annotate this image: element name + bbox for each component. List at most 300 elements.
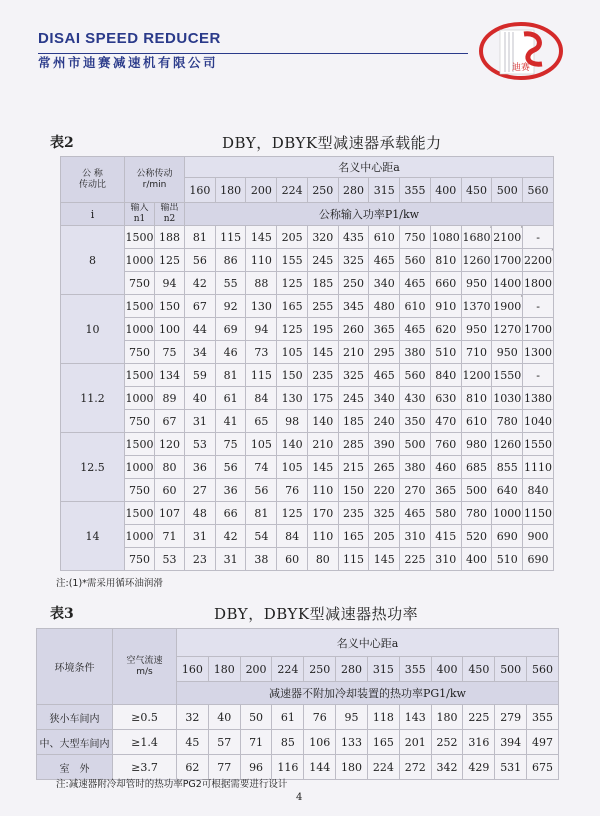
power-cell (369, 525, 400, 548)
power-value: 42 (223, 529, 238, 543)
ratio-cell: 11.2 (61, 364, 125, 433)
power-value: 750 (404, 230, 426, 244)
power-cell (430, 410, 461, 433)
center-distance-value: 400 (430, 178, 461, 203)
power-cell (215, 525, 246, 548)
center-distance-value: 280 (336, 657, 368, 682)
power-value: 260 (343, 322, 365, 336)
input-speed-cell: 1500 (125, 295, 155, 318)
power-cell (461, 226, 492, 249)
power-value: - (536, 230, 540, 244)
power-cell (307, 410, 338, 433)
power-value: 235 (343, 506, 365, 520)
power-cell (523, 387, 554, 410)
power-cell (430, 364, 461, 387)
power-cell (430, 295, 461, 318)
power-cell (461, 502, 492, 525)
power-cell (277, 295, 308, 318)
table-row (37, 705, 559, 730)
ratio-header: 公 称 传动比 (61, 157, 125, 203)
power-cell (338, 479, 369, 502)
power-cell (185, 456, 216, 479)
thermal-power-cell: 71 (240, 730, 272, 755)
power-cell (246, 226, 277, 249)
power-value: 560 (404, 368, 426, 382)
power-value: 1900 * (493, 300, 521, 313)
output-speed-cell: 107 (155, 502, 185, 525)
power-cell (400, 525, 431, 548)
power-value: 74 (254, 460, 269, 474)
power-value: 165 (343, 529, 365, 543)
power-cell (400, 410, 431, 433)
logo-text: 迪赛 (512, 63, 531, 73)
input-speed-cell: 1500 (125, 433, 155, 456)
power-cell (523, 456, 554, 479)
power-cell (461, 364, 492, 387)
power-value: 610 (404, 299, 426, 313)
power-value: 115 (343, 552, 365, 566)
power-cell (277, 456, 308, 479)
output-speed-cell: 100 (155, 318, 185, 341)
power-value: 81 (192, 230, 207, 244)
center-distance-value: 450 (461, 178, 492, 203)
power-value: 110 (312, 483, 334, 497)
power-value: 435 (343, 230, 365, 244)
power-value: 325 (343, 253, 365, 267)
power-value: 910 (435, 299, 457, 313)
power-value: 365 (373, 322, 395, 336)
power-cell (369, 548, 400, 571)
power-value: 54 (254, 529, 269, 543)
power-cell (492, 249, 523, 272)
power-cell (215, 456, 246, 479)
power-value: 345 (343, 299, 365, 313)
power-cell (307, 456, 338, 479)
power-value: 460 (435, 460, 457, 474)
power-value: 53 (192, 437, 207, 451)
power-value: 250 (343, 276, 365, 290)
power-cell (277, 479, 308, 502)
input-speed-cell: 750 (125, 341, 155, 364)
power-cell (185, 479, 216, 502)
power-value: 66 (223, 506, 238, 520)
power-value: 2100 * (493, 231, 521, 244)
power-value: 215 (343, 460, 365, 474)
power-value: 310 (404, 529, 426, 543)
power-value: 140 (312, 414, 334, 428)
power-cell (307, 249, 338, 272)
power-value: 125 (281, 322, 303, 336)
output-speed-cell: 120 (155, 433, 185, 456)
power-cell (246, 433, 277, 456)
center-distance-value: 224 (277, 178, 308, 203)
thermal-power-cell: 62 (177, 755, 209, 780)
power-value: 1030 (493, 391, 522, 405)
power-value: 36 (223, 483, 238, 497)
power-value: 235 (312, 368, 334, 382)
power-value: 310 (435, 552, 457, 566)
center-distance-value: 500 (492, 178, 523, 203)
thermal-power-cell: 61 (272, 705, 304, 730)
power-cell (338, 525, 369, 548)
power-cell (185, 525, 216, 548)
power-value: 255 (312, 299, 334, 313)
thermal-power-cell: 32 (177, 705, 209, 730)
power-cell (215, 410, 246, 433)
power-cell (307, 364, 338, 387)
power-value: 31 (192, 529, 207, 543)
power-cell (246, 456, 277, 479)
power-value: 23 (192, 552, 207, 566)
power-value: 390 (373, 437, 395, 451)
power-cell (246, 341, 277, 364)
power-cell (400, 364, 431, 387)
power-value: 36 (192, 460, 207, 474)
power-cell (430, 525, 461, 548)
condition-header: 环境条件 (37, 629, 113, 705)
power-cell (430, 479, 461, 502)
power-value: 55 (223, 276, 238, 290)
power-cell (338, 410, 369, 433)
power-cell (338, 433, 369, 456)
input-speed-cell: 1000 (125, 456, 155, 479)
power-cell (492, 525, 523, 548)
thermal-power-cell: 165 (367, 730, 399, 755)
thermal-power-cell: 116 (272, 755, 304, 780)
power-cell (430, 226, 461, 249)
center-distance-value: 160 (185, 178, 216, 203)
thermal-power-cell: 96 (240, 755, 272, 780)
power-cell (523, 479, 554, 502)
power-value: 690 (496, 529, 518, 543)
power-cell (215, 502, 246, 525)
power-cell (338, 341, 369, 364)
table2-note: 注:(1)*需采用循环油润滑 (56, 578, 163, 589)
power-cell (185, 249, 216, 272)
thermal-power-cell: 118 (367, 705, 399, 730)
power-cell (215, 387, 246, 410)
power-cell (215, 318, 246, 341)
table3-title: DBY，DBYK型减速器热功率 (214, 605, 419, 623)
power-value: 325 (343, 368, 365, 382)
thermal-power-cell: 57 (208, 730, 240, 755)
power-value: 145 (312, 460, 334, 474)
power-value: 900 (527, 529, 549, 543)
power-value: 56 (223, 460, 238, 474)
power-value: 80 (315, 552, 330, 566)
power-value: 31 (192, 414, 207, 428)
power-cell (461, 456, 492, 479)
power-cell (185, 318, 216, 341)
power-cell (307, 479, 338, 502)
power-cell (492, 295, 523, 318)
center-distance-value: 224 (272, 657, 304, 682)
load-capacity-table (60, 156, 554, 571)
power-value: 185 (343, 414, 365, 428)
output-speed-label: 输出 n2 (155, 203, 185, 226)
thermal-power-cell: 180 (336, 755, 368, 780)
output-speed-cell: 75 (155, 341, 185, 364)
thermal-power-table (36, 628, 559, 780)
power-cell (400, 341, 431, 364)
power-cell (215, 295, 246, 318)
power-value: 145 (312, 345, 334, 359)
power-cell (492, 548, 523, 571)
power-value: 125 (281, 276, 303, 290)
power-value: 610 (373, 230, 395, 244)
thermal-power-cell: 144 (304, 755, 336, 780)
power-value: 27 (192, 483, 207, 497)
power-value: 710 (465, 345, 487, 359)
power-cell (523, 433, 554, 456)
power-cell (492, 410, 523, 433)
power-value: 340 (373, 391, 395, 405)
power-value: 365 (435, 483, 457, 497)
table3-label: 表3 (50, 606, 74, 622)
power-value: 690 (527, 552, 549, 566)
input-speed-cell: 1000 (125, 318, 155, 341)
power-cell (523, 548, 554, 571)
power-cell (461, 410, 492, 433)
power-cell (307, 525, 338, 548)
power-value: 325 (373, 506, 395, 520)
power-value: 1080 (431, 230, 460, 244)
power-value: 780 (465, 506, 487, 520)
table2-title: DBY，DBYK型减速器承载能力 (222, 134, 442, 152)
power-cell (185, 548, 216, 571)
power-cell (338, 502, 369, 525)
thermal-power-cell: 143 (399, 705, 431, 730)
power-value: 500 (404, 437, 426, 451)
power-value: 240 (373, 414, 395, 428)
thermal-power-cell: 224 (367, 755, 399, 780)
power-value: 41 (223, 414, 238, 428)
table-row (61, 433, 554, 456)
power-value: 520 (465, 529, 487, 543)
power-cell (277, 249, 308, 272)
center-distance-value: 560 (523, 178, 554, 203)
power-cell (523, 364, 554, 387)
power-cell (492, 387, 523, 410)
power-cell (369, 479, 400, 502)
power-cell (277, 525, 308, 548)
power-value: 185 (312, 276, 334, 290)
power-cell (185, 364, 216, 387)
output-speed-cell: 80 (155, 456, 185, 479)
table-row (61, 548, 554, 571)
brand-name-english: DISAI SPEED REDUCER (38, 30, 221, 47)
power-cell (338, 272, 369, 295)
power-cell (215, 341, 246, 364)
thermal-power-cell: 429 (463, 755, 495, 780)
power-value: 1260 (493, 437, 522, 451)
power-value: 65 (254, 414, 269, 428)
power-cell (492, 364, 523, 387)
power-value: 380 (404, 460, 426, 474)
power-cell (400, 433, 431, 456)
power-cell (277, 226, 308, 249)
center-distance-value: 315 (367, 657, 399, 682)
power-cell (492, 272, 523, 295)
power-value: 42 (192, 276, 207, 290)
power-value: 415 (435, 529, 457, 543)
power-cell (185, 410, 216, 433)
power-cell (369, 456, 400, 479)
power-cell (461, 249, 492, 272)
power-cell (277, 548, 308, 571)
power-value: 130 (281, 391, 303, 405)
output-speed-cell: 60 (155, 479, 185, 502)
power-value: 950 (496, 345, 518, 359)
power-value: 88 (254, 276, 269, 290)
power-value: 205 (281, 230, 303, 244)
speed-header: 公称传动 r/min (125, 157, 185, 203)
power-cell (277, 364, 308, 387)
power-value: 56 (254, 483, 269, 497)
power-cell (461, 295, 492, 318)
thermal-power-cell: 225 (463, 705, 495, 730)
power-cell (523, 502, 554, 525)
power-value: 155 (281, 253, 303, 267)
power-value: 685 (465, 460, 487, 474)
power-value: 98 (285, 414, 300, 428)
power-value: 81 (223, 368, 238, 382)
power-cell (369, 318, 400, 341)
power-value: 170 (312, 506, 334, 520)
power-cell (185, 272, 216, 295)
power-cell (430, 502, 461, 525)
power-value: 760 (435, 437, 457, 451)
ratio-cell: 8 (61, 226, 125, 295)
power-value: 125 (281, 506, 303, 520)
output-speed-cell: 71 (155, 525, 185, 548)
power-cell (307, 318, 338, 341)
power-value: 1400 (493, 276, 522, 290)
page-number: 4 (296, 792, 303, 803)
condition-cell: 狭小车间内 (37, 705, 113, 730)
power-value: 1700 (524, 322, 553, 336)
power-cell (430, 272, 461, 295)
power-cell (523, 318, 554, 341)
power-cell (338, 318, 369, 341)
power-cell (369, 502, 400, 525)
power-value: 38 (254, 552, 269, 566)
power-value: 430 (404, 391, 426, 405)
output-speed-cell: 94 (155, 272, 185, 295)
power-value: 40 (192, 391, 207, 405)
power-cell (523, 272, 554, 295)
power-value: 245 (312, 253, 334, 267)
center-distance-value: 250 (307, 178, 338, 203)
power-value: 2200 * (524, 254, 552, 267)
input-speed-label: 输入 n1 (125, 203, 155, 226)
power-cell (400, 295, 431, 318)
power-cell (492, 318, 523, 341)
thermal-power-cell: 531 (495, 755, 527, 780)
center-distance-value: 500 (495, 657, 527, 682)
power-cell (338, 295, 369, 318)
thermal-power-cell: 50 (240, 705, 272, 730)
thermal-power-cell: 675 (527, 755, 559, 780)
power-value: 1300 (524, 345, 553, 359)
power-cell (307, 548, 338, 571)
center-distance-value: 450 (463, 657, 495, 682)
power-value: - (536, 368, 540, 382)
power-cell (430, 433, 461, 456)
power-value: 60 (285, 552, 300, 566)
power-cell (277, 502, 308, 525)
ratio-cell: 14 (61, 502, 125, 571)
power-cell (307, 502, 338, 525)
power-value: 94 (254, 322, 269, 336)
power-cell (246, 548, 277, 571)
output-speed-cell: 53 (155, 548, 185, 571)
power-cell (492, 479, 523, 502)
thermal-power-cell: 201 (399, 730, 431, 755)
power-value: 67 (192, 299, 207, 313)
power-value: 630 (435, 391, 457, 405)
thermal-power-cell: 95 (336, 705, 368, 730)
power-cell (215, 272, 246, 295)
power-value: 980 (465, 437, 487, 451)
thermal-power-cell: 355 (527, 705, 559, 730)
power-value: 105 (281, 460, 303, 474)
power-cell (461, 548, 492, 571)
output-speed-cell: 134 (155, 364, 185, 387)
table-row (61, 295, 554, 318)
center-distance-value: 355 (400, 178, 431, 203)
thermal-power-cell: 76 (304, 705, 336, 730)
i-label: i (61, 203, 125, 226)
input-speed-cell: 1000 (125, 249, 155, 272)
power-value: 950 (465, 276, 487, 290)
power-value: 84 (254, 391, 269, 405)
power-cell (215, 548, 246, 571)
power-cell (215, 364, 246, 387)
power-cell (307, 295, 338, 318)
power-cell (369, 410, 400, 433)
table3-note: 注:减速器附冷却管时的热功率PG2可根据需要进行设计 (56, 779, 288, 790)
power-value: 165 (281, 299, 303, 313)
power-value: 465 (373, 253, 395, 267)
power-cell (185, 387, 216, 410)
power-cell (369, 364, 400, 387)
table-row (37, 730, 559, 755)
power-value: 465 (404, 506, 426, 520)
power-cell (215, 249, 246, 272)
power-value: 400 (465, 552, 487, 566)
power-value: 1800 (524, 276, 553, 290)
power-value: 34 (192, 345, 207, 359)
center-distance-value: 180 (215, 178, 246, 203)
power-cell (430, 548, 461, 571)
center-distance-value: 160 (177, 657, 209, 682)
power-cell (461, 341, 492, 364)
center-distance-value: 560 (527, 657, 559, 682)
power-cell (461, 272, 492, 295)
power-value: 92 (223, 299, 238, 313)
power-cell (215, 226, 246, 249)
input-speed-cell: 1500 (125, 226, 155, 249)
power-value: 195 (312, 322, 334, 336)
power-value: 105 (250, 437, 272, 451)
power-cell (492, 502, 523, 525)
power-cell (369, 272, 400, 295)
power-value: 660 (435, 276, 457, 290)
output-speed-cell: 67 (155, 410, 185, 433)
power-cell (246, 502, 277, 525)
power-cell (400, 387, 431, 410)
